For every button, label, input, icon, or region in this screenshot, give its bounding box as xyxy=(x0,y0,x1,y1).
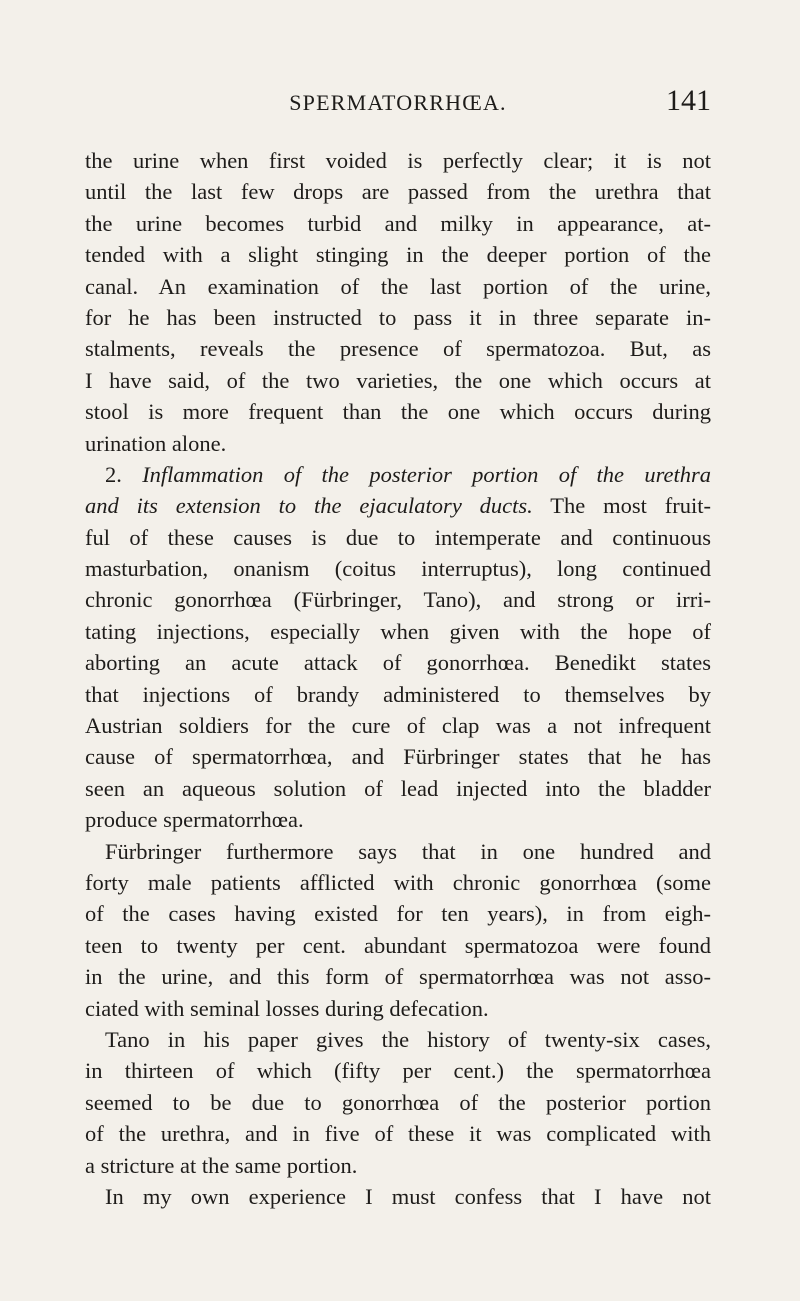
text-line: seemed to be due to gonorrhœa of the posterior portion xyxy=(85,1089,711,1115)
text-fragment: The most fruit- xyxy=(550,493,711,519)
body-text xyxy=(85,145,711,1212)
text-line: until the last few drops are passed from the urethra that xyxy=(85,179,711,205)
text-line: tended with a slight stinging in the deeper portion of the xyxy=(85,242,711,268)
text-line: a stricture at the same portion. xyxy=(85,1152,358,1178)
text-line: seen an aqueous solution of lead injected into the bladder xyxy=(85,775,711,801)
text-line: teen to twenty per cent. abundant spermatozoa were found xyxy=(85,932,711,958)
text-line: the urine becomes turbid and milky in appearance, at- xyxy=(85,210,711,236)
text-line: stalments, reveals the presence of spermatozoa. But, as xyxy=(85,336,711,362)
text-line: I have said, of the two varieties, the one which occurs at xyxy=(85,367,711,393)
text-line: urination alone. xyxy=(85,430,227,456)
section-number: 2. xyxy=(105,461,122,487)
text-line: Austrian soldiers for the cure of clap was a not infrequent xyxy=(85,713,711,739)
section-heading-continued: and its extension to the ejaculatory ducts. xyxy=(85,493,533,519)
text-line: the urine when first voided is perfectly clear; it is not xyxy=(85,148,711,173)
running-head xyxy=(85,86,711,122)
text-line: forty male patients afflicted with chronic gonorrhœa (some xyxy=(85,869,711,895)
text-line: ciated with seminal losses during defecation. xyxy=(85,995,489,1021)
text-line: Fürbringer furthermore says that in one hundred and xyxy=(105,838,711,864)
text-line: of the urethra, and in five of these it was complicated with xyxy=(85,1121,711,1147)
section-heading: Inflammation of the posterior portion of the urethra xyxy=(142,461,712,487)
text-line: masturbation, onanism (coitus interruptus), long continued xyxy=(85,556,711,582)
text-line: cause of spermatorrhœa, and Fürbringer states that he has xyxy=(85,744,711,770)
text-line: for he has been instructed to pass it in three separate in- xyxy=(85,304,711,330)
text-line: tating injections, especially when given with the hope of xyxy=(85,618,711,644)
text-line: Tano in his paper gives the history of twenty-six cases, xyxy=(105,1026,711,1052)
page-number: 141 xyxy=(666,84,711,117)
text-line: canal. An examination of the last portion of the urine, xyxy=(85,273,711,299)
text-line: in the urine, and this form of spermatorrhœa was not asso- xyxy=(85,964,711,990)
section-heading-line xyxy=(85,490,711,521)
text-line: that injections of brandy administered to themselves by xyxy=(85,681,711,707)
section-heading-line xyxy=(85,459,711,490)
text-line: in thirteen of which (fifty per cent.) the spermatorrhœa xyxy=(85,1058,711,1084)
text-line: of the cases having existed for ten years), in from eigh- xyxy=(85,901,711,927)
text-line: aborting an acute attack of gonorrhœa. Benedikt states xyxy=(85,650,711,676)
text-line: In my own experience I must confess that I have not xyxy=(105,1183,711,1209)
text-line: produce spermatorrhœa. xyxy=(85,807,304,833)
text-line: ful of these causes is due to intemperate and continuous xyxy=(85,524,711,550)
running-title: SPERMATORRHŒA. xyxy=(289,90,507,115)
text-line: chronic gonorrhœa (Fürbringer, Tano), and strong or irri- xyxy=(85,587,711,613)
text-line: stool is more frequent than the one which occurs during xyxy=(85,399,711,425)
